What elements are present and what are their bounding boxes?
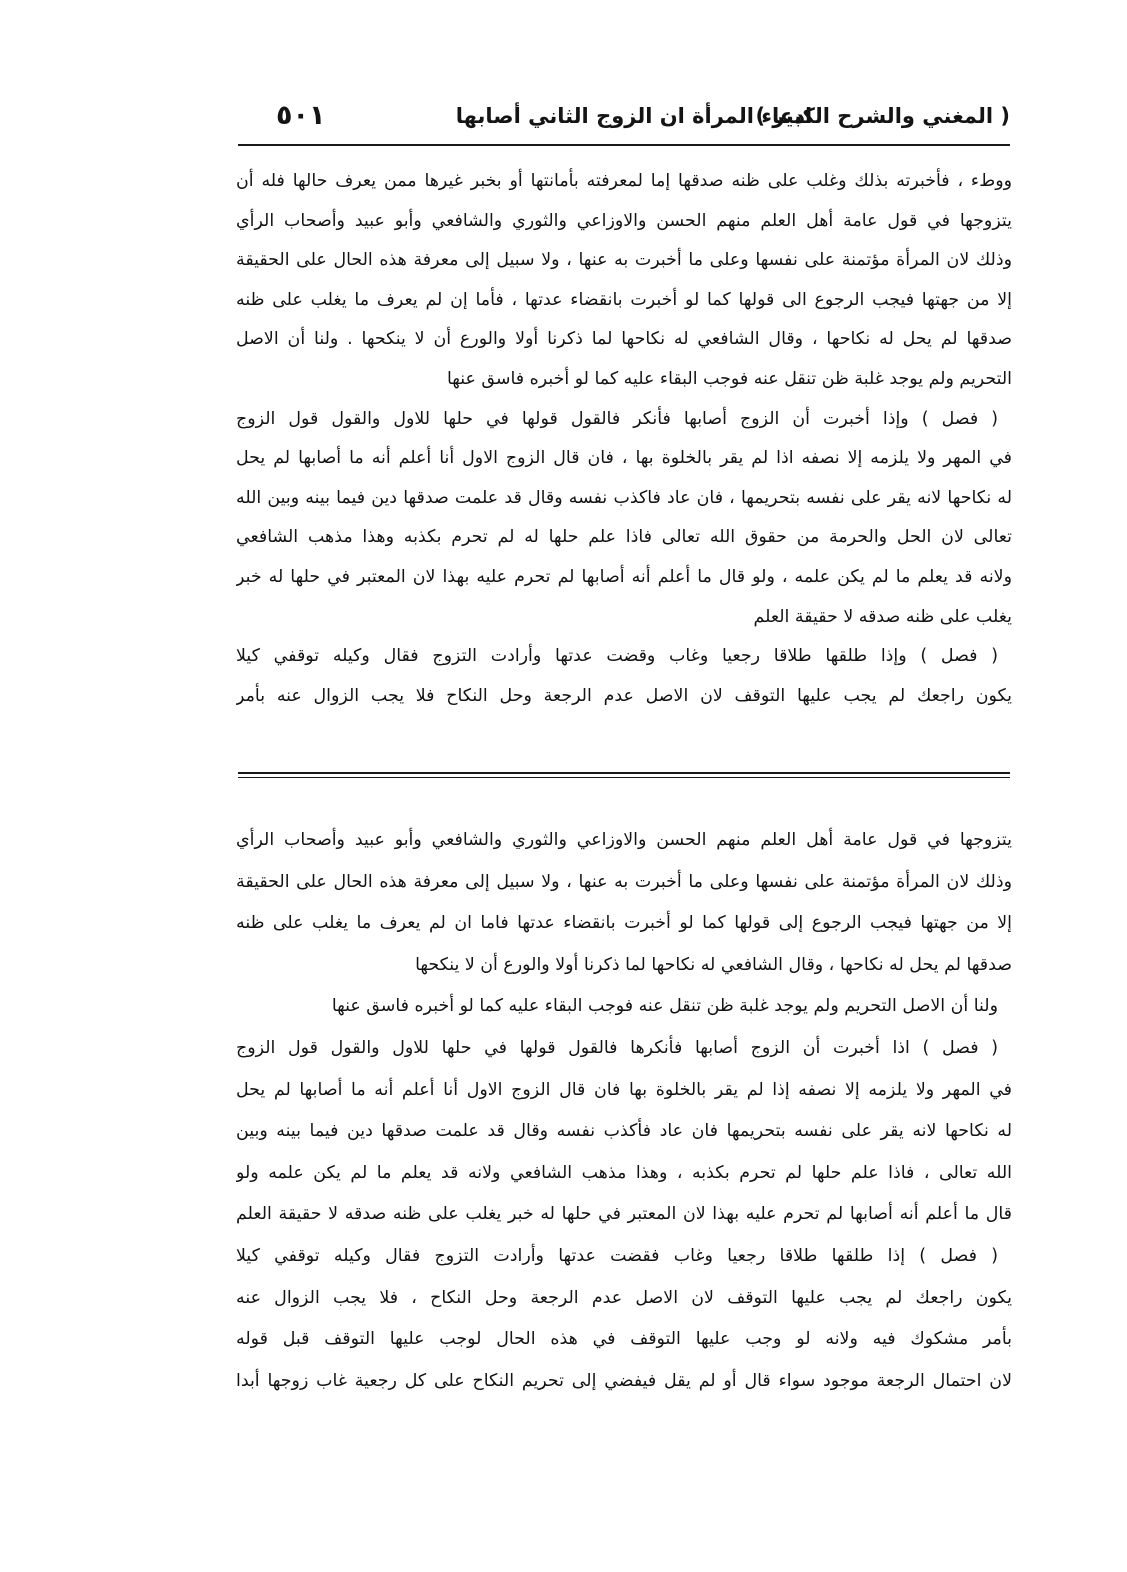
text-line: تعالى لان الحل والحرمة من حقوق الله تعالى فاذا علم حلها له لم تحرم بكذبه وهذا مذهب الشافعي (236, 527, 1012, 548)
commentary-text-block (236, 820, 1012, 1402)
text-line: التحريم ولم يوجد غلبة ظن تنقل عنه فوجب البقاء عليه كما لو أخبره فاسق عنها (446, 368, 1012, 389)
text-line: الله تعالى ، فاذا علم حلها لم تحرم بكذبه ، وهذا مذهب الشافعي ولانه قد يعلم ما لم يكن علمه ولو (236, 1162, 1012, 1183)
text-line: له نكاحها لانه يقر على نفسه بتحريمها فان عاد فأكذب نفسه وقال قد علمت صدقها دين فيما بينه وبين (236, 1121, 1012, 1142)
text-line: ووطء ، فأخبرته بذلك وغلب على ظنه صدقها إما لمعرفته بأمانتها أو بخبر غيرها ممن يعرف حالها فله أن (236, 171, 1012, 191)
section-heading-line: ( فصل ) وإذا أخبرت أن الزوج أصابها فأنكر فالقول قولها في حلها للاول والقول قول الزوج (236, 408, 998, 429)
page-number: ٥٠١ (276, 100, 326, 131)
separator-thick-rule (238, 772, 1010, 774)
text-line: وذلك لان المرأة مؤتمنة على نفسها وعلى ما أخبرت به عنها ، ولا سبيل إلى معرفة هذه الحال على الحقيقة (236, 871, 1012, 892)
text-line: صدقها لم يحل له نكاحها ، وقال الشافعي له نكاحها لما ذكرنا أولا والورع أن لا ينكحها (415, 954, 1012, 975)
section-heading-line: ( فصل ) إذا طلقها طلاقا رجعيا وغاب فقضت عدتها وأرادت التزوج فقال وكيله توقفي كيلا (236, 1245, 998, 1266)
text-line: يكون راجعك لم يجب عليها التوقف لان الاصل عدم الرجعة وحل النكاح فلا يجب الزوال عنه بأمر (236, 685, 1012, 706)
header-rule (238, 144, 1010, 146)
text-line: في المهر ولا يلزمه إلا نصفه إذا لم يقر بالخلوة بها فان قال الزوج الاول أنا أعلم أنه ما أصابها لم يحل (236, 1079, 1012, 1100)
running-header (238, 96, 1010, 140)
text-line: يتزوجها في قول عامة أهل العلم منهم الحسن والاوزاعي والثوري والشافعي وأبو عبيد وأصحاب الرأي (236, 210, 1012, 231)
text-line: إلا من جهتها فيجب الرجوع إلى قولها كما لو أخبرت بانقضاء عدتها فاما ان لم يعرف ما يغلب على ظنه (236, 913, 1012, 934)
chapter-title: ادعاء المرأة ان الزوج الثاني أصابها (455, 104, 813, 128)
text-line: في المهر ولا يلزمه إلا نصفه اذا لم يقر بالخلوة بها ، فان قال الزوج الاول أنا أعلم أنه ما أصابها لم يحل (236, 448, 1012, 469)
text-line: بأمر مشكوك فيه ولانه لو وجب عليها التوقف في هذه الحال لوجب عليها التوقف قبل قوله (236, 1329, 1012, 1350)
text-line: قال ما أعلم أنه أصابها لم تحرم عليه بهذا لان المعتبر في حلها له خبر يغلب على ظنه صدقه لا حقيقة العلم (236, 1204, 1012, 1225)
text-line: يتزوجها في قول عامة أهل العلم منهم الحسن والاوزاعي والثوري والشافعي وأبو عبيد وأصحاب الرأي (236, 830, 1012, 850)
text-line: يكون راجعك لم يجب عليها التوقف لان الاصل عدم الرجعة وحل النكاح ، فلا يجب الزوال عنه (236, 1287, 1012, 1308)
text-line: وذلك لان المرأة مؤتمنة على نفسها وعلى ما أخبرت به عنها ، ولا سبيل إلى معرفة هذه الحال على الحقيقة (236, 250, 1012, 271)
text-line: صدقها لم يحل له نكاحها ، وقال الشافعي له نكاحها لما ذكرنا أولا والورع أن لا ينكحها . ولنا أن الاصل (236, 329, 1012, 350)
section-heading-line: ( فصل ) اذا أخبرت أن الزوج أصابها فأنكرها فالقول قولها في حلها للاول والقول قول الزوج (236, 1037, 998, 1058)
text-line: إلا من جهتها فيجب الرجوع الى قولها كما لو أخبرت بانقضاء عدتها ، فأما إن لم يعرف ما يغلب على ظنه (236, 289, 1012, 310)
text-line: له نكاحها لانه يقر على نفسه بتحريمها ، فان عاد فاكذب نفسه وقال قد علمت صدقها دين فيما بينه وبين الله (236, 487, 1012, 508)
text-line: يغلب على ظنه صدقه لا حقيقة العلم (753, 606, 1012, 627)
section-separator (238, 772, 1010, 780)
text-line: ولانه قد يعلم ما لم يكن علمه ، ولو قال ما أعلم أنه أصابها لم تحرم عليه بهذا لان المعتبر في حلها له خبر (236, 566, 1012, 587)
section-heading-line: ( فصل ) وإذا طلقها طلاقا رجعيا وغاب وقضت عدتها وأرادت التزوج فقال وكيله توقفي كيلا (236, 646, 998, 667)
book-title: ( المغني والشرح الكبير ) (755, 104, 1010, 128)
separator-thin-rule (238, 777, 1010, 778)
text-line: ولنا أن الاصل التحريم ولم يوجد غلبة ظن تنقل عنه فوجب البقاء عليه كما لو أخبره فاسق عنها (331, 996, 998, 1017)
text-line: لان احتمال الرجعة موجود سواء قال أو لم يقل فيفضي إلى تحريم النكاح على كل رجعية غاب زوجها أبدا (236, 1370, 1012, 1391)
main-text-block (236, 162, 1012, 716)
